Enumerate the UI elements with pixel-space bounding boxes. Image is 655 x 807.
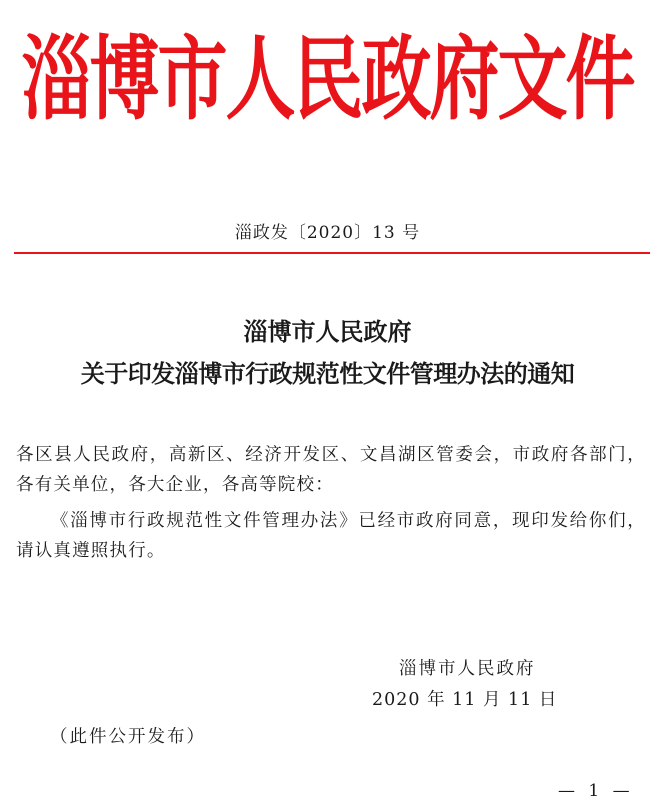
signature-issuer: 淄博市人民政府 bbox=[399, 659, 536, 679]
document-title-subject: 关于印发淄博市行政规范性文件管理办法的通知 bbox=[80, 359, 575, 388]
document-number: 淄政发〔2020〕13 号 bbox=[234, 223, 421, 243]
public-release-note: （此件公开发布） bbox=[50, 727, 206, 747]
red-divider-line bbox=[14, 252, 650, 254]
signature-date: 2020 年 11 月 11 日 bbox=[372, 690, 558, 710]
page-number: — 1 — bbox=[558, 781, 634, 801]
addressee-paragraph: 各区县人民政府，高新区、经济开发区、文昌湖区管委会，市政府各部门，各有关单位，各大企业，各高等院校： bbox=[16, 445, 646, 495]
document-title-issuer: 淄博市人民政府 bbox=[243, 317, 412, 346]
document-masthead: 淄博市人民政府文件 bbox=[21, 24, 634, 133]
body-paragraph: 《淄博市行政规范性文件管理办法》已经市政府同意，现印发给你们，请认真遵照执行。 bbox=[16, 511, 646, 561]
